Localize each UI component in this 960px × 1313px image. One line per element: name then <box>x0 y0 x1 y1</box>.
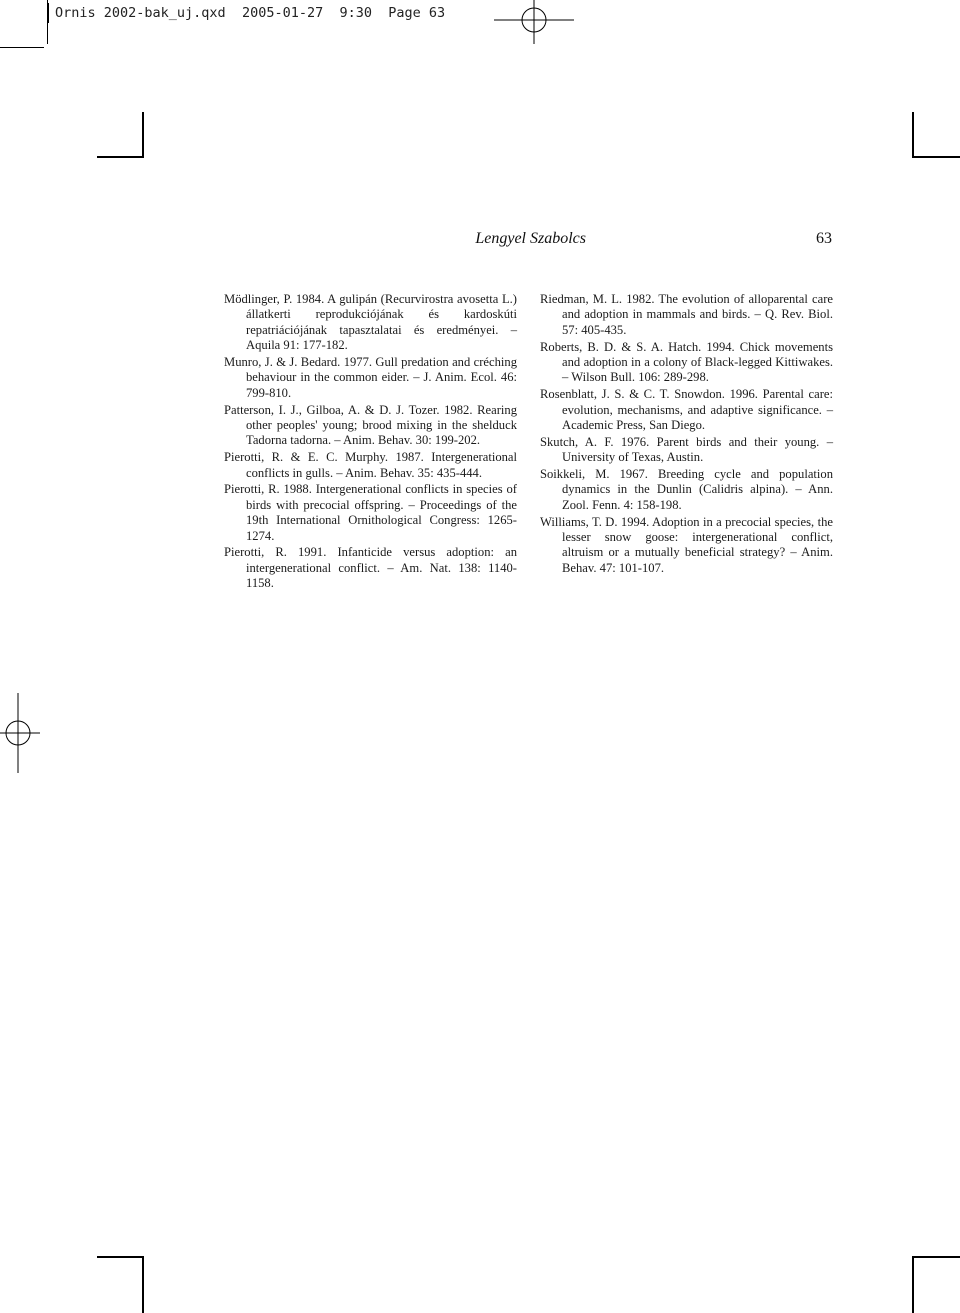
crop-mark-lower-left-h <box>97 1256 144 1258</box>
crop-mark-lower-left-v <box>142 1256 144 1313</box>
slug-file: Ornis 2002-bak_uj.qxd <box>55 5 226 21</box>
reference-entry: Munro, J. & J. Bedard. 1977. Gull predation and créching behaviour in the common eider. – J. Anim. Ecol. 46: 799-810. <box>224 355 517 400</box>
reference-entry: Pierotti, R. & E. C. Murphy. 1987. Intergenerational conflicts in gulls. – Anim. Behav. 35: 435-444. <box>224 450 517 480</box>
registration-mark-top <box>494 0 574 48</box>
crop-mark-upper-left-h <box>97 156 144 158</box>
crop-mark-lower-right-v <box>912 1256 914 1313</box>
reference-entry: Pierotti, R. 1988. Intergenerational conflicts in species of birds with precocial offspring. – Proceedings of the 19th International Ornithological Congress: 1265-1274. <box>224 482 517 543</box>
crop-mark-upper-right-h <box>912 156 960 158</box>
reference-entry: Rosenblatt, J. S. & C. T. Snowdon. 1996. Parental care: evolution, mechanisms, and adaptive significance. – Academic Press, San Diego. <box>540 387 833 433</box>
running-head-author: Lengyel Szabolcs <box>475 230 586 247</box>
reference-entry: Mödlinger, P. 1984. A gulipán (Recurvirostra avosetta L.) állatkerti reprodukciójának és kardoskúti repatriációjának tapasztalatai és eredményei. – Aquila 91: 177-182. <box>224 292 517 353</box>
registration-mark-left <box>0 693 44 773</box>
reference-entry: Riedman, M. L. 1982. The evolution of alloparental care and adoption in mammals and birds. – Q. Rev. Biol. 57: 405-435. <box>540 292 833 337</box>
running-head <box>400 230 832 252</box>
crop-mark-upper-left-v <box>142 112 144 158</box>
references-right-column <box>540 292 833 578</box>
reference-entry: Patterson, I. J., Gilboa, A. & D. J. Tozer. 1982. Rearing other peoples' young; brood mixing in the shelduck Tadorna tadorna. – Anim. Behav. 30: 199-202. <box>224 402 517 448</box>
slug-date: 2005-01-27 <box>241 5 324 21</box>
references-left-column <box>224 292 517 593</box>
slug-page: Page 63 <box>388 5 446 21</box>
crop-mark-upper-right-v <box>912 112 914 158</box>
crop-mark-lower-right-h <box>912 1256 960 1258</box>
reference-entry: Skutch, A. F. 1976. Parent birds and their young. – University of Texas, Austin. <box>540 434 833 465</box>
reference-entry: Roberts, B. D. & S. A. Hatch. 1994. Chick movements and adoption in a colony of Black-legged Kittiwakes. – Wilson Bull. 106: 289-298. <box>540 339 833 385</box>
reference-entry: Williams, T. D. 1994. Adoption in a precocial species, the lesser snow goose: intergenerational conflict, altruism or a mutually beneficial strategy? – Anim. Behav. 47: 101-107. <box>540 514 833 575</box>
crop-mark-tl-v <box>47 0 48 44</box>
crop-mark-tl-h <box>0 47 44 48</box>
slug-time: 9:30 <box>339 5 373 21</box>
reference-entry: Pierotti, R. 1991. Infanticide versus adoption: an intergenerational conflict. – Am. Nat. 138: 1140-1158. <box>224 545 517 591</box>
reference-entry: Soikkeli, M. 1967. Breeding cycle and population dynamics in the Dunlin (Calidris alpina). – Ann. Zool. Fenn. 4: 158-198. <box>540 467 833 512</box>
prepress-slug <box>48 3 445 23</box>
page-number: 63 <box>816 230 832 247</box>
